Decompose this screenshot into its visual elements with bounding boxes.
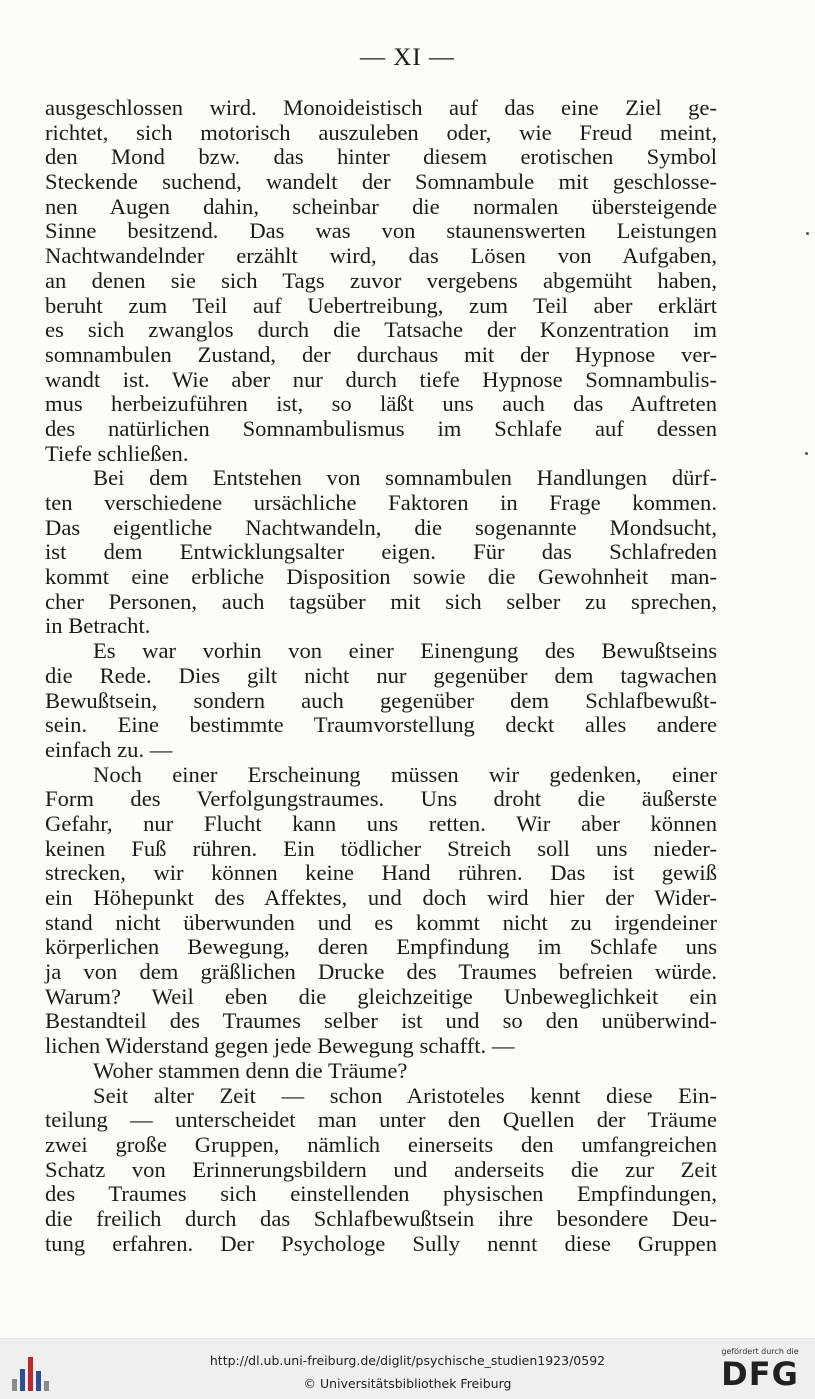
text-line: Woher stammen denn die Träume? bbox=[93, 1057, 408, 1083]
text-line: an denen sie sich Tags zuvor vergebens abgemüht haben, bbox=[45, 267, 717, 293]
text-line: Tiefe schließen. bbox=[45, 440, 189, 466]
text-line: stand nicht überwunden und es kommt nicht zu irgendeiner bbox=[45, 909, 717, 935]
text-line: kommt eine erbliche Disposition sowie die Gewohnheit man- bbox=[45, 564, 717, 590]
text-line: Es war vorhin von einer Einengung des Bewußtseins bbox=[93, 638, 717, 664]
text-line: keinen Fuß rühren. Ein tödlicher Streich soll uns nieder- bbox=[45, 835, 717, 861]
text-line: die Rede. Dies gilt nicht nur gegenüber dem tagwachen bbox=[45, 662, 717, 688]
text-line: ausgeschlossen wird. Monoideistisch auf das eine Ziel ge- bbox=[45, 95, 717, 120]
text-line: lichen Widerstand gegen jede Bewegung schafft. — bbox=[45, 1033, 515, 1059]
text-line: einfach zu. — bbox=[45, 736, 173, 762]
text-line: ten verschiedene ursächliche Faktoren in Frage kommen. bbox=[45, 490, 717, 515]
text-line: beruht zum Teil auf Uebertreibung, zum Teil aber erklärt bbox=[45, 292, 717, 318]
text-line: Das eigentliche Nachtwandeln, die sogenannte Mondsucht, bbox=[45, 514, 717, 540]
scan-speck bbox=[805, 452, 808, 455]
text-line: die freilich durch das Schlafbewußtsein ihre besondere Deu- bbox=[45, 1205, 717, 1231]
text-line: es sich zwanglos durch die Tatsache der Konzentration im bbox=[45, 317, 717, 343]
text-line: Bestandteil des Traumes selber ist und so den unüberwind- bbox=[45, 1008, 717, 1034]
text-line: Form des Verfolgungstraumes. Uns droht die äußerste bbox=[45, 786, 717, 812]
text-line: richtet, sich motorisch auszuleben oder, wie Freud meint, bbox=[45, 119, 717, 145]
text-line: Gefahr, nur Flucht kann uns retten. Wir aber können bbox=[45, 810, 717, 836]
dfg-tagline: gefördert durch die bbox=[721, 1347, 799, 1356]
page-number: — XI — bbox=[360, 44, 455, 71]
scan-speck bbox=[806, 232, 809, 235]
text-line: ist dem Entwicklungsalter eigen. Für das Schlafreden bbox=[45, 539, 717, 565]
dfg-logo[interactable] bbox=[715, 1347, 805, 1392]
text-line: Steckende suchend, wandelt der Somnambule mit geschlosse- bbox=[45, 169, 717, 195]
text-line: ja von dem gräßlichen Drucke des Traumes befreien würde. bbox=[45, 959, 717, 985]
text-line: teilung — unterscheidet man unter den Quellen der Träume bbox=[45, 1107, 717, 1133]
text-line: den Mond bzw. das hinter diesem erotischen Symbol bbox=[45, 144, 717, 170]
text-line: Noch einer Erscheinung müssen wir gedenken, einer bbox=[93, 761, 717, 787]
text-line: Seit alter Zeit — schon Aristoteles kennt diese Ein- bbox=[93, 1082, 717, 1108]
text-line: nen Augen dahin, scheinbar die normalen übersteigende bbox=[45, 193, 717, 219]
text-line: ein Höhepunkt des Affektes, und doch wird hier der Wider- bbox=[45, 885, 717, 910]
text-line: strecken, wir können keine Hand rühren. Das ist gewiß bbox=[45, 860, 717, 886]
text-line: sein. Eine bestimmte Traumvorstellung deckt alles andere bbox=[45, 712, 717, 738]
dfg-wordmark: DFG bbox=[721, 1355, 799, 1393]
text-line: in Betracht. bbox=[45, 613, 151, 639]
text-line: mus herbeizuführen ist, so läßt uns auch das Auftreten bbox=[45, 391, 717, 417]
body-text bbox=[45, 96, 717, 1256]
text-line: Schatz von Erinnerungsbildern und anderseits die zur Zeit bbox=[45, 1156, 717, 1182]
permalink-url[interactable]: http://dl.ub.uni-freiburg.de/diglit/psychische_studien1923/0592 bbox=[209, 1353, 606, 1368]
text-line: Sinne besitzend. Das was von staunenswerten Leistungen bbox=[45, 218, 717, 244]
text-line: wandt ist. Wie aber nur durch tiefe Hypnose Somnambulis- bbox=[45, 366, 717, 392]
copyright-notice: © Universitätsbibliothek Freiburg bbox=[303, 1376, 512, 1391]
viewer-footer bbox=[0, 1338, 815, 1399]
text-line: cher Personen, auch tagsüber mit sich selber zu sprechen, bbox=[45, 588, 717, 614]
text-line: Nachtwandelnder erzählt wird, das Lösen von Aufgaben, bbox=[45, 243, 717, 269]
text-line: des Traumes sich einstellenden physischen Empfindungen, bbox=[45, 1181, 717, 1207]
text-line: Warum? Weil eben die gleichzeitige Unbeweglichkeit ein bbox=[45, 983, 717, 1009]
text-line: tung erfahren. Der Psychologe Sully nennt diese Gruppen bbox=[45, 1230, 717, 1256]
text-line: körperlichen Bewegung, deren Empfindung im Schlafe uns bbox=[45, 934, 717, 960]
text-line: zwei große Gruppen, nämlich einerseits den umfangreichen bbox=[45, 1131, 717, 1157]
text-line: somnambulen Zustand, der durchaus mit der Hypnose ver- bbox=[45, 341, 717, 367]
text-line: des natürlichen Somnambulismus im Schlafe auf dessen bbox=[45, 415, 717, 441]
text-line: Bewußtsein, sondern auch gegenüber dem Schlafbewußt- bbox=[45, 687, 717, 713]
text-line: Bei dem Entstehen von somnambulen Handlungen dürf- bbox=[93, 465, 717, 491]
